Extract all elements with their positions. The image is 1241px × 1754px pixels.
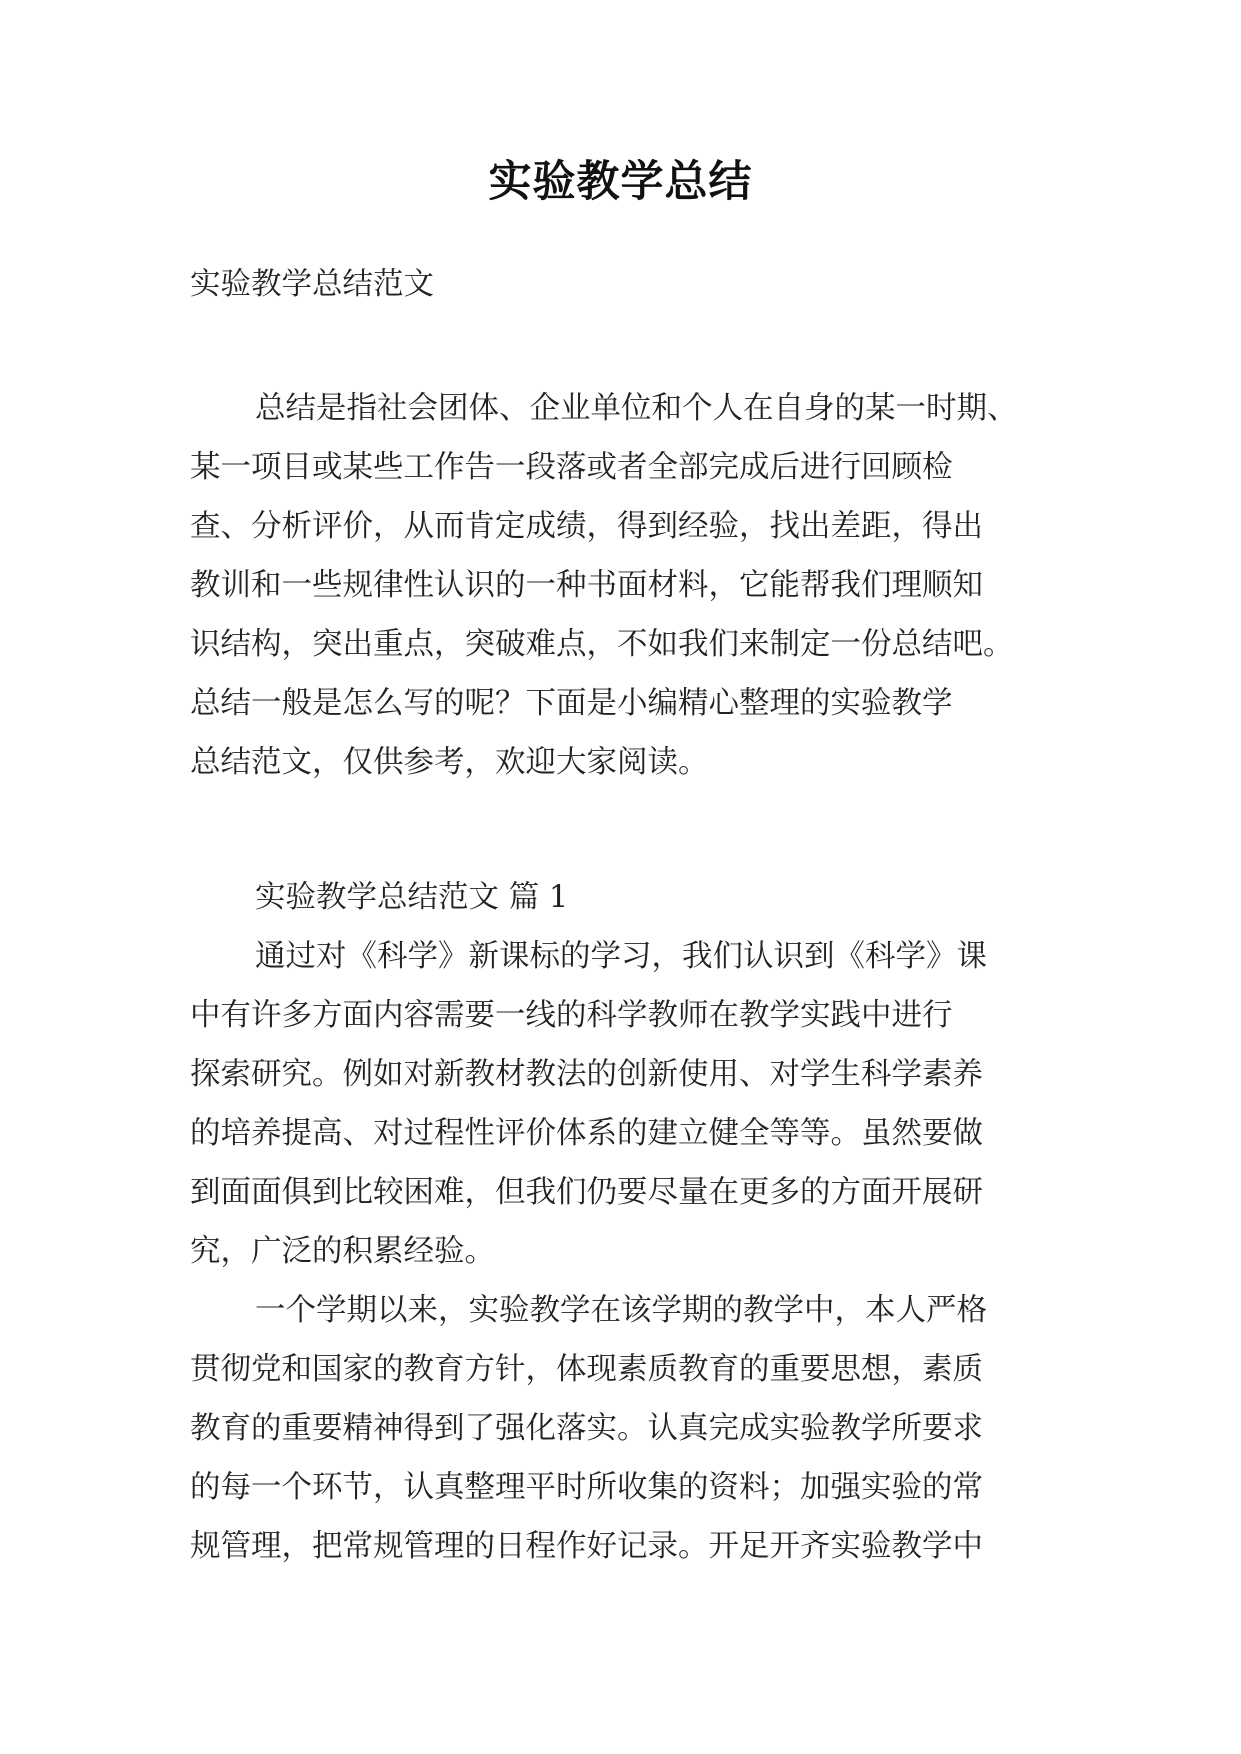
intro-line: 总结是指社会团体、企业单位和个人在自身的某一时期、 xyxy=(255,391,1018,426)
intro-line: 教训和一些规律性认识的一种书面材料，它能帮我们理顺知 xyxy=(190,568,983,603)
intro-line: 查、分析评价，从而肯定成绩，得到经验，找出差距，得出 xyxy=(190,509,983,544)
body-line: 通过对《科学》新课标的学习，我们认识到《科学》课 xyxy=(255,939,987,974)
body-line: 探索研究。例如对新教材教法的创新使用、对学生科学素养 xyxy=(190,1057,983,1092)
section-heading: 实验教学总结范文 篇 1 xyxy=(255,880,569,915)
document-title: 实验教学总结 xyxy=(488,157,753,207)
intro-line: 识结构，突出重点，突破难点，不如我们来制定一份总结吧。 xyxy=(190,627,1014,662)
intro-line: 总结一般是怎么写的呢？下面是小编精心整理的实验教学 xyxy=(190,686,953,721)
document-subtitle: 实验教学总结范文 xyxy=(190,267,434,302)
intro-line: 某一项目或某些工作告一段落或者全部完成后进行回顾检 xyxy=(190,450,953,485)
body-line: 规管理，把常规管理的日程作好记录。开足开齐实验教学中 xyxy=(190,1529,983,1564)
body-line: 究，广泛的积累经验。 xyxy=(190,1234,495,1269)
body-line: 的每一个环节，认真整理平时所收集的资料；加强实验的常 xyxy=(190,1470,983,1505)
body-line: 教育的重要精神得到了强化落实。认真完成实验教学所要求 xyxy=(190,1411,983,1446)
body-line: 贯彻党和国家的教育方针，体现素质教育的重要思想，素质 xyxy=(190,1352,983,1387)
body-line: 一个学期以来，实验教学在该学期的教学中，本人严格 xyxy=(255,1293,987,1328)
body-line: 中有许多方面内容需要一线的科学教师在教学实践中进行 xyxy=(190,998,953,1033)
intro-line: 总结范文，仅供参考，欢迎大家阅读。 xyxy=(190,745,709,780)
body-line: 的培养提高、对过程性评价体系的建立健全等等。虽然要做 xyxy=(190,1116,983,1151)
body-line: 到面面俱到比较困难，但我们仍要尽量在更多的方面开展研 xyxy=(190,1175,983,1210)
